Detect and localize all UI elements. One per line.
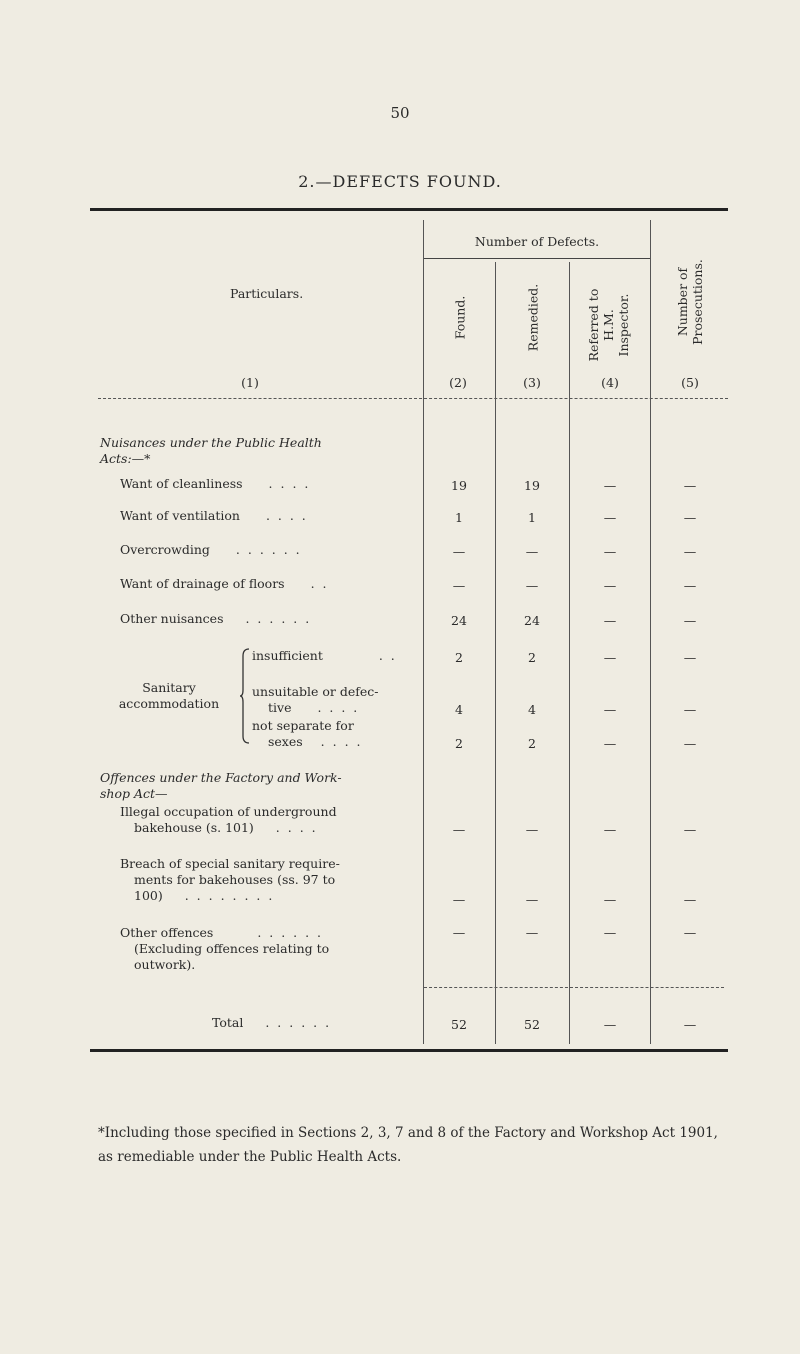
row-label-illegal (120, 804, 337, 836)
unsuitable-label-line-1: unsuitable or defec- (252, 684, 379, 699)
overcrowding-referred: — (603, 544, 617, 559)
col-number-2: (2) (449, 375, 467, 390)
ventilation-prosecutions: — (683, 510, 697, 525)
insufficient-prosecutions: — (683, 650, 697, 665)
not-separate-prosecutions: — (683, 736, 697, 751)
cleanliness-label: Want of cleanliness (120, 476, 243, 491)
row-label-overcrowding (120, 542, 302, 558)
other-offences-prosecutions: — (683, 925, 697, 940)
col-number-4: (4) (601, 375, 619, 390)
breach-label-line-1: Breach of special sanitary require- (120, 856, 340, 871)
cleanliness-remedied: 19 (524, 478, 540, 493)
total-prosecutions: — (683, 1017, 697, 1032)
not-separate-referred: — (603, 736, 617, 751)
not-separate-dots: . . . . (320, 734, 363, 749)
overcrowding-prosecutions: — (683, 544, 697, 559)
ventilation-referred: — (603, 510, 617, 525)
brace-icon (240, 648, 250, 744)
defects-sub-rule (424, 258, 650, 259)
row-label-other-nuisances (120, 611, 311, 627)
section-nuisances-line-1: Nuisances under the Public Health (100, 435, 322, 450)
row-label-ventilation (120, 508, 308, 524)
row-label-breach (120, 856, 340, 904)
other-nuisances-remedied: 24 (524, 613, 540, 628)
header-prosecutions-line-1: Number of (675, 267, 690, 337)
footnote: *Including those specified in Sections 2, 3, 7 and 8 of the Factory and Workshop Act 1901, as remediable under the Public Health Acts. (98, 1125, 718, 1165)
not-separate-remedied: 2 (528, 736, 536, 751)
other-offences-label-line-3: outwork). (134, 957, 196, 972)
ventilation-dots: . . . . (265, 508, 308, 523)
row-label-total (212, 1015, 331, 1031)
page-number: 50 (390, 104, 410, 122)
cleanliness-prosecutions: — (683, 478, 697, 493)
unsuitable-dots: . . . . (317, 700, 360, 715)
unsuitable-referred: — (603, 702, 617, 717)
breach-label-line-2: ments for bakehouses (ss. 97 to (134, 872, 336, 887)
header-referred (586, 275, 632, 375)
breach-prosecutions: — (683, 892, 697, 907)
insufficient-label: insufficient (252, 648, 323, 663)
illegal-dots: . . . . (275, 820, 318, 835)
total-remedied: 52 (524, 1017, 540, 1032)
header-referred-line-1: Referred to (586, 288, 601, 362)
cleanliness-found: 19 (451, 478, 467, 493)
total-dots: . . . . . . (265, 1015, 332, 1030)
unsuitable-remedied: 4 (528, 702, 536, 717)
other-offences-dots: . . . . . . (257, 925, 324, 940)
sanitary-label (102, 680, 236, 712)
drainage-remedied: — (525, 578, 539, 593)
row-label-other-offences (120, 925, 329, 973)
other-nuisances-referred: — (603, 613, 617, 628)
drainage-prosecutions: — (683, 578, 697, 593)
ventilation-label: Want of ventilation (120, 508, 240, 523)
row-label-cleanliness (120, 476, 310, 492)
header-remedied: Remedied. (525, 283, 541, 352)
illegal-label-line-2: bakehouse (s. 101) (134, 820, 254, 835)
total-referred: — (603, 1017, 617, 1032)
other-offences-found: — (452, 925, 466, 940)
total-label: Total (212, 1015, 244, 1030)
sanitary-label-line-1: Sanitary (142, 680, 196, 695)
other-offences-label-line-1: Other offences (120, 925, 214, 940)
overcrowding-dots: . . . . . . (235, 542, 302, 557)
header-referred-line-3: Inspector. (616, 293, 631, 357)
unsuitable-prosecutions: — (683, 702, 697, 717)
total-top-rule (424, 987, 724, 989)
overcrowding-remedied: — (525, 544, 539, 559)
illegal-referred: — (603, 822, 617, 837)
drainage-found: — (452, 578, 466, 593)
other-offences-referred: — (603, 925, 617, 940)
total-found: 52 (451, 1017, 467, 1032)
col-number-5: (5) (681, 375, 699, 390)
drainage-label: Want of drainage of floors (120, 576, 285, 591)
illegal-prosecutions: — (683, 822, 697, 837)
insufficient-dots: . . (378, 648, 397, 663)
section-nuisances-line-2: Acts:—* (100, 451, 151, 466)
not-separate-found: 2 (455, 736, 463, 751)
row-label-insufficient (252, 648, 397, 664)
section-offences-line-1: Offences under the Factory and Work- (100, 770, 342, 785)
col-line-1 (423, 220, 424, 1044)
row-label-not-separate (252, 718, 363, 750)
breach-referred: — (603, 892, 617, 907)
cleanliness-referred: — (603, 478, 617, 493)
overcrowding-label: Overcrowding (120, 542, 210, 557)
other-nuisances-prosecutions: — (683, 613, 697, 628)
sanitary-label-line-2: accommodation (118, 696, 220, 711)
section-nuisances (100, 435, 322, 467)
header-number-of-defects: Number of Defects. (474, 234, 600, 249)
ventilation-remedied: 1 (528, 510, 536, 525)
col-number-3: (3) (523, 375, 541, 390)
col-line-3 (569, 262, 570, 1044)
overcrowding-found: — (452, 544, 466, 559)
header-particulars: Particulars. (230, 286, 304, 301)
header-bottom-rule (98, 398, 728, 400)
table-bottom-rule (90, 1049, 728, 1052)
section-offences-line-2: shop Act— (100, 786, 168, 801)
unsuitable-found: 4 (455, 702, 463, 717)
drainage-dots: . . (310, 576, 329, 591)
header-prosecutions (675, 247, 707, 357)
section-offences (100, 770, 342, 802)
insufficient-found: 2 (455, 650, 463, 665)
illegal-label-line-1: Illegal occupation of underground (120, 804, 337, 819)
header-prosecutions-line-2: Prosecutions. (690, 259, 705, 345)
insufficient-remedied: 2 (528, 650, 536, 665)
other-offences-remedied: — (525, 925, 539, 940)
unsuitable-label-line-2: tive (268, 700, 292, 715)
drainage-referred: — (603, 578, 617, 593)
breach-dots: . . . . . . . . (184, 888, 275, 903)
breach-found: — (452, 892, 466, 907)
row-label-drainage (120, 576, 329, 592)
breach-remedied: — (525, 892, 539, 907)
header-referred-line-2: H.M. (601, 309, 616, 341)
other-nuisances-found: 24 (451, 613, 467, 628)
other-nuisances-dots: . . . . . . (245, 611, 312, 626)
breach-label-line-3: 100) (134, 888, 163, 903)
ventilation-found: 1 (455, 510, 463, 525)
not-separate-label-line-1: not separate for (252, 718, 354, 733)
page-title: 2.—DEFECTS FOUND. (298, 172, 502, 191)
other-offences-label-line-2: (Excluding offences relating to (134, 941, 330, 956)
other-nuisances-label: Other nuisances (120, 611, 224, 626)
insufficient-referred: — (603, 650, 617, 665)
not-separate-label-line-2: sexes (268, 734, 303, 749)
header-found: Found. (452, 295, 468, 340)
illegal-found: — (452, 822, 466, 837)
col-line-4 (650, 220, 651, 1044)
table-top-rule (90, 208, 728, 211)
illegal-remedied: — (525, 822, 539, 837)
cleanliness-dots: . . . . (268, 476, 311, 491)
col-line-2 (495, 262, 496, 1044)
col-number-1: (1) (241, 375, 259, 390)
row-label-unsuitable (252, 684, 379, 716)
